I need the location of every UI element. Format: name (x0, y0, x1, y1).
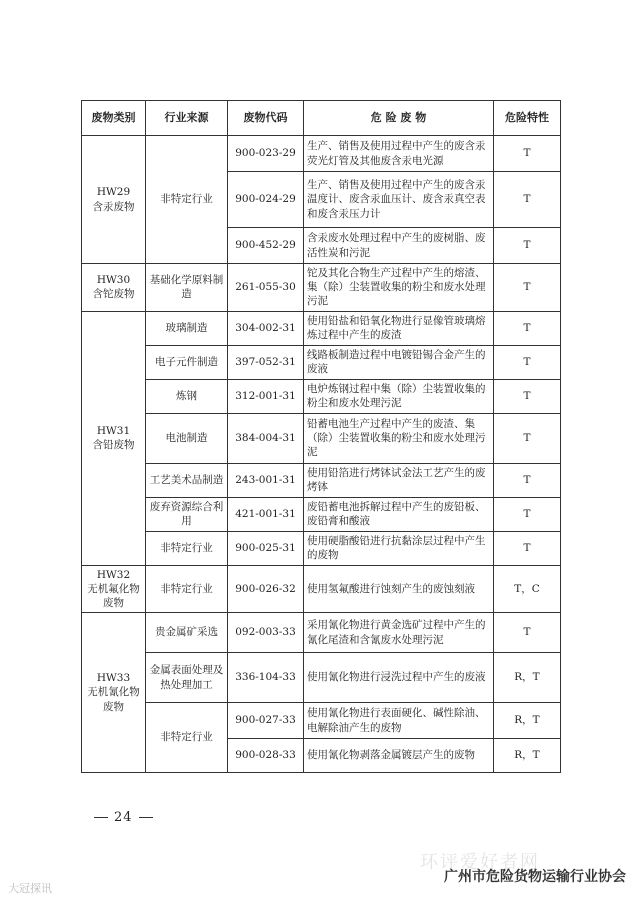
watermark-left: 大冠探讯 (8, 882, 52, 895)
table-header-row (82, 101, 561, 136)
header-hazard: 危险特性 (494, 101, 561, 136)
industry-source-cell: 非特定行业 (146, 565, 228, 613)
category-code: HW31 (96, 424, 131, 437)
waste-description-cell: 电炉炼钢过程中集（除）尘装置收集的粉尘和废水处理污泥 (304, 379, 494, 413)
hazardous-waste-table (81, 100, 561, 773)
hazard-property-cell: T (494, 311, 561, 345)
waste-description-cell: 废铅蓄电池拆解过程中产生的废铅板、废铅膏和酸液 (304, 497, 494, 531)
industry-source-cell: 废弃资源综合利用 (146, 497, 228, 531)
table-row (82, 311, 561, 345)
industry-source-cell: 基础化学原料制造 (146, 264, 228, 312)
waste-code-cell: 336-104-33 (228, 653, 304, 703)
waste-description-cell: 含汞废水处理过程中产生的废树脂、废活性炭和污泥 (304, 228, 494, 264)
waste-description-cell: 使用氰化物进行表面硬化、碱性除油、电解除油产生的废物 (304, 703, 494, 739)
waste-description-cell: 使用氰化物进行浸洗过程中产生的废液 (304, 653, 494, 703)
table-row (82, 703, 561, 739)
category-name: 无机氟化物废物 (87, 582, 140, 609)
hazard-property-cell: T (494, 497, 561, 531)
waste-code-cell: 900-028-33 (228, 739, 304, 773)
waste-description-cell: 使用氰化物剥落金属镀层产生的废物 (304, 739, 494, 773)
hazard-property-cell: T (494, 136, 561, 172)
waste-code-cell: 900-025-31 (228, 531, 304, 565)
category-code: HW33 (96, 672, 131, 685)
industry-source-cell: 非特定行业 (146, 531, 228, 565)
table-row (82, 613, 561, 653)
table-row (82, 413, 561, 463)
category-cell (82, 264, 146, 312)
category-code: HW30 (96, 274, 131, 287)
category-name: 无机氰化物废物 (87, 686, 140, 713)
waste-code-cell: 312-001-31 (228, 379, 304, 413)
waste-description-cell: 使用硬脂酸铅进行抗黏涂层过程中产生的废物 (304, 531, 494, 565)
hazard-property-cell: T (494, 264, 561, 312)
watermark-ghost: 环评爱好者网 (420, 852, 540, 873)
industry-source-cell: 电池制造 (146, 413, 228, 463)
waste-description-cell: 采用氰化物进行黄金选矿过程中产生的氰化尾渣和含氰废水处理污泥 (304, 613, 494, 653)
table-row (82, 497, 561, 531)
waste-code-cell: 900-026-32 (228, 565, 304, 613)
waste-code-cell: 397-052-31 (228, 345, 304, 379)
waste-code-cell: 900-023-29 (228, 136, 304, 172)
waste-description-cell: 线路板制造过程中电镀铅锡合金产生的废液 (304, 345, 494, 379)
hazard-property-cell: R，T (494, 703, 561, 739)
waste-code-cell: 243-001-31 (228, 463, 304, 497)
hazard-property-cell: R，T (494, 739, 561, 773)
industry-source-cell: 炼钢 (146, 379, 228, 413)
table-row (82, 345, 561, 379)
category-cell (82, 136, 146, 264)
waste-code-cell: 900-452-29 (228, 228, 304, 264)
hazard-property-cell: T，C (494, 565, 561, 613)
industry-source-cell: 金属表面处理及热处理加工 (146, 653, 228, 703)
table-row (82, 264, 561, 312)
category-code: HW29 (96, 186, 131, 199)
waste-code-cell: 421-001-31 (228, 497, 304, 531)
hazard-property-cell: T (494, 172, 561, 228)
hazard-property-cell: T (494, 531, 561, 565)
page-number-text: 24 (114, 810, 133, 825)
hazard-property-cell: T (494, 379, 561, 413)
table-row (82, 136, 561, 172)
waste-description-cell: 使用铅盐和铅氧化物进行显像管玻璃熔炼过程中产生的废渣 (304, 311, 494, 345)
category-cell (82, 613, 146, 773)
waste-description-cell: 使用氢氟酸进行蚀刻产生的废蚀刻液 (304, 565, 494, 613)
category-cell (82, 565, 146, 613)
table-row (82, 653, 561, 703)
waste-code-cell: 261-055-30 (228, 264, 304, 312)
header-category: 废物类别 (82, 101, 146, 136)
header-code: 废物代码 (228, 101, 304, 136)
waste-code-cell: 900-024-29 (228, 172, 304, 228)
page-number (88, 810, 159, 825)
industry-source-cell: 工艺美术品制造 (146, 463, 228, 497)
hazard-property-cell: R，T (494, 653, 561, 703)
industry-source-cell: 非特定行业 (146, 703, 228, 773)
table-row (82, 379, 561, 413)
category-name: 含汞废物 (92, 200, 135, 213)
hazard-property-cell: T (494, 413, 561, 463)
waste-code-cell: 092-003-33 (228, 613, 304, 653)
industry-source-cell: 玻璃制造 (146, 311, 228, 345)
table-row (82, 565, 561, 613)
category-name: 含铊废物 (92, 288, 135, 301)
waste-code-cell: 304-002-31 (228, 311, 304, 345)
header-source: 行业来源 (146, 101, 228, 136)
waste-description-cell: 使用铅箔进行烤钵试金法工艺产生的废烤钵 (304, 463, 494, 497)
table-row (82, 463, 561, 497)
industry-source-cell: 电子元件制造 (146, 345, 228, 379)
waste-description-cell: 铊及其化合物生产过程中产生的熔渣、集（除）尘装置收集的粉尘和废水处理污泥 (304, 264, 494, 312)
hazard-property-cell: T (494, 613, 561, 653)
hazard-property-cell: T (494, 228, 561, 264)
watermark-right: 广州市危险货物运输行业协会 (444, 869, 626, 885)
industry-source-cell: 非特定行业 (146, 136, 228, 264)
category-cell (82, 311, 146, 565)
header-waste: 危 险 废 物 (304, 101, 494, 136)
hazard-property-cell: T (494, 463, 561, 497)
category-name: 含铅废物 (92, 439, 135, 452)
category-code: HW32 (96, 568, 131, 581)
waste-code-cell: 384-004-31 (228, 413, 304, 463)
waste-description-cell: 铅蓄电池生产过程中产生的废渣、集（除）尘装置收集的粉尘和废水处理污泥 (304, 413, 494, 463)
hazard-property-cell: T (494, 345, 561, 379)
waste-code-cell: 900-027-33 (228, 703, 304, 739)
waste-description-cell: 生产、销售及使用过程中产生的废含汞荧光灯管及其他废含汞电光源 (304, 136, 494, 172)
waste-description-cell: 生产、销售及使用过程中产生的废含汞温度计、废含汞血压计、废含汞真空表和废含汞压力计 (304, 172, 494, 228)
table-row (82, 531, 561, 565)
industry-source-cell: 贵金属矿采选 (146, 613, 228, 653)
